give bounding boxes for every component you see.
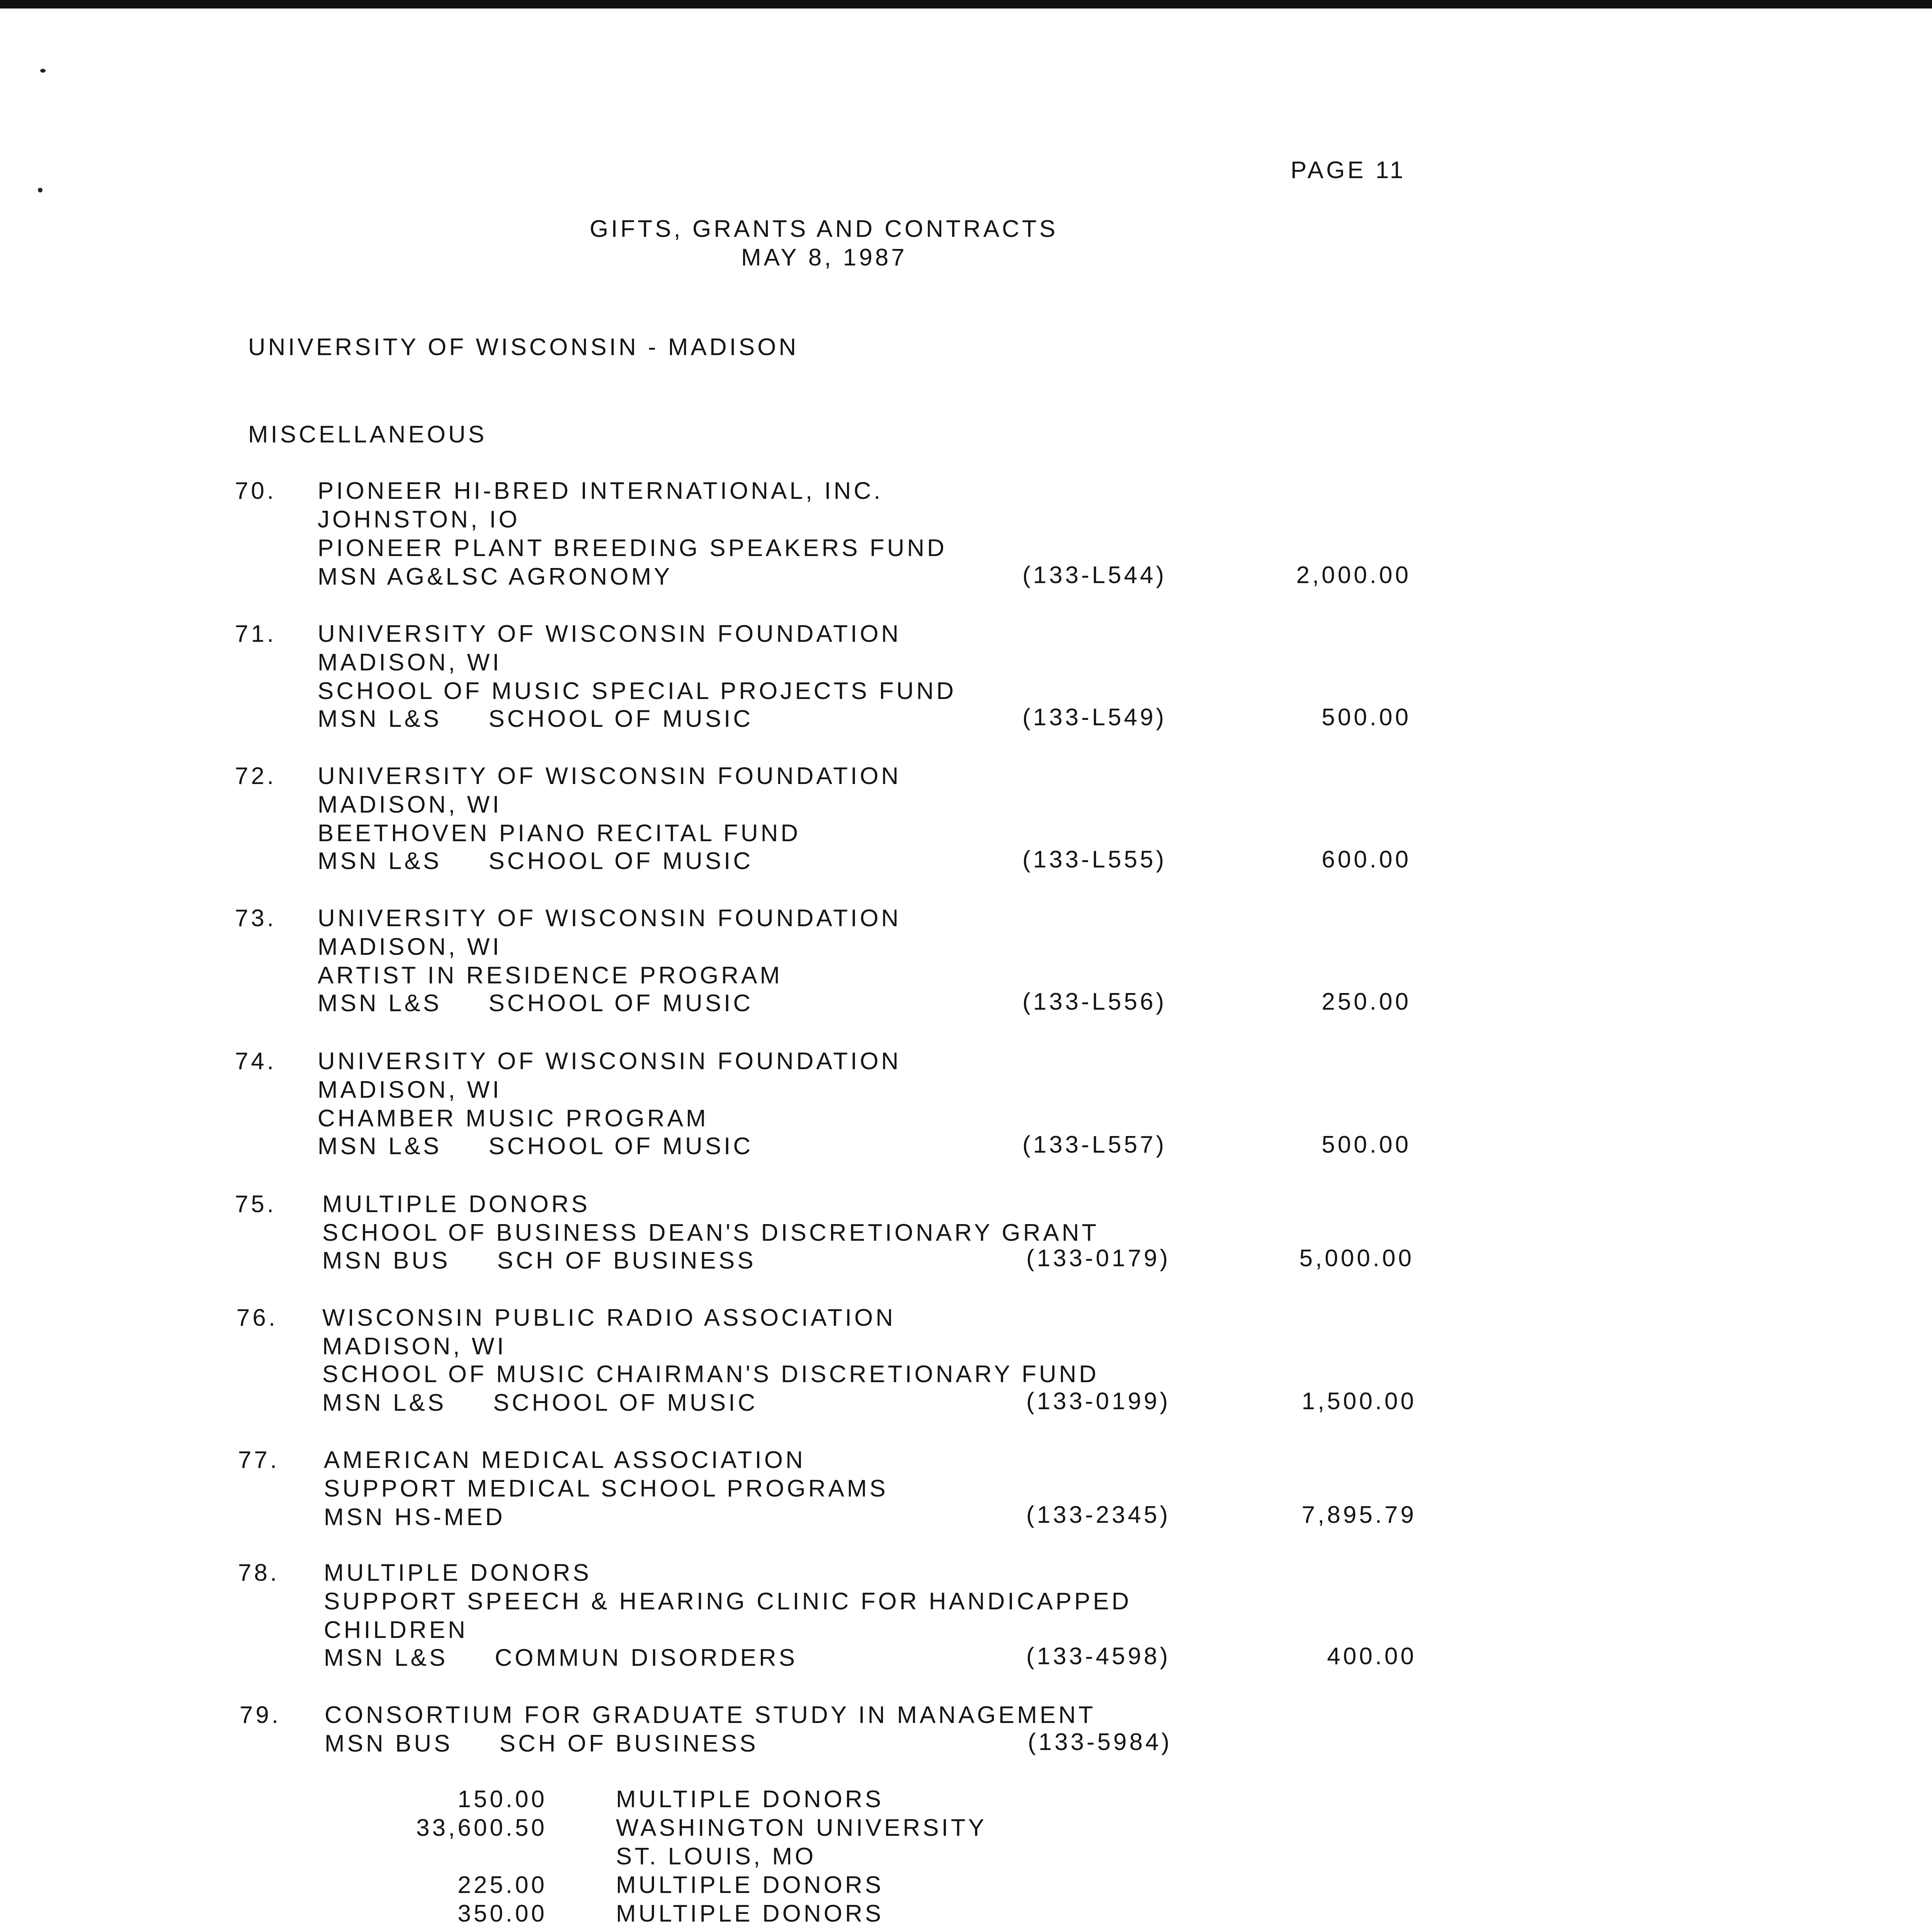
scan-speck — [40, 69, 46, 73]
sub-amount: 225.00 — [457, 1872, 547, 1898]
entry-account: (133-L549) — [1022, 704, 1167, 731]
entry-amount: 2,000.00 — [1296, 562, 1411, 588]
entry-donor: WISCONSIN PUBLIC RADIO ASSOCIATION — [322, 1304, 896, 1331]
entry-location: JOHNSTON, IO — [318, 506, 520, 533]
sub-donor-location: ST. LOUIS, MO — [616, 1843, 816, 1870]
entry-location: MADISON, WI — [318, 1077, 502, 1103]
entry-unit: MSN L&S SCHOOL OF MUSIC — [322, 1389, 758, 1416]
entry-account: (133-2345) — [1026, 1502, 1171, 1528]
entry-unit: MSN L&S SCHOOL OF MUSIC — [318, 848, 753, 874]
entry-account: (133-0179) — [1026, 1245, 1171, 1272]
entry-purpose: SCHOOL OF MUSIC CHAIRMAN'S DISCRETIONARY FUND — [322, 1361, 1099, 1388]
entry-unit: MSN L&S COMMUN DISORDERS — [324, 1645, 798, 1671]
entry-number: 74. — [235, 1048, 277, 1075]
entry-location: MADISON, WI — [322, 1333, 507, 1360]
entry-purpose: SCHOOL OF BUSINESS DEAN'S DISCRETIONARY GRANT — [322, 1219, 1099, 1246]
entry-account: (133-5984) — [1028, 1729, 1172, 1755]
sub-donor: MULTIPLE DONORS — [616, 1900, 884, 1927]
entry-number: 77. — [238, 1447, 280, 1473]
document-title: GIFTS, GRANTS AND CONTRACTS — [590, 216, 1058, 242]
entry-purpose: CHAMBER MUSIC PROGRAM — [318, 1105, 709, 1132]
entry-amount: 7,895.79 — [1301, 1502, 1417, 1528]
entry-number: 71. — [235, 621, 277, 647]
entry-purpose: SUPPORT SPEECH & HEARING CLINIC FOR HANDICAPPED — [324, 1588, 1132, 1615]
entry-number: 73. — [235, 905, 277, 932]
entry-amount: 500.00 — [1321, 1131, 1411, 1158]
entry-number: 78. — [238, 1560, 280, 1586]
entry-number: 79. — [240, 1702, 281, 1728]
entry-account: (133-0199) — [1026, 1388, 1171, 1415]
entry-purpose-cont: CHILDREN — [324, 1617, 468, 1643]
entry-location: MADISON, WI — [318, 649, 502, 676]
sub-donor: WASHINGTON UNIVERSITY — [616, 1815, 987, 1841]
page-number: PAGE 11 — [1291, 157, 1406, 184]
scan-top-border — [0, 0, 1932, 9]
entry-account: (133-L557) — [1022, 1131, 1167, 1158]
entry-location: MADISON, WI — [318, 791, 502, 818]
entry-number: 72. — [235, 763, 277, 789]
entry-donor: AMERICAN MEDICAL ASSOCIATION — [324, 1447, 806, 1473]
sub-amount: 350.00 — [457, 1900, 547, 1927]
entry-account: (133-L544) — [1022, 562, 1167, 588]
entry-amount: 600.00 — [1321, 846, 1411, 873]
sub-donor: MULTIPLE DONORS — [616, 1872, 884, 1898]
entry-donor: UNIVERSITY OF WISCONSIN FOUNDATION — [318, 1048, 901, 1075]
entry-number: 76. — [236, 1304, 278, 1331]
sub-amount: 33,600.50 — [416, 1815, 547, 1841]
entry-amount: 250.00 — [1321, 988, 1411, 1015]
entry-donor: MULTIPLE DONORS — [324, 1560, 592, 1586]
entry-amount: 5,000.00 — [1299, 1245, 1414, 1272]
sub-amount: 150.00 — [457, 1786, 547, 1813]
entry-account: (133-L556) — [1022, 988, 1167, 1015]
entry-donor: UNIVERSITY OF WISCONSIN FOUNDATION — [318, 763, 901, 789]
entry-donor: PIONEER HI-BRED INTERNATIONAL, INC. — [318, 478, 883, 504]
entry-unit: MSN L&S SCHOOL OF MUSIC — [318, 1133, 753, 1160]
entry-donor: UNIVERSITY OF WISCONSIN FOUNDATION — [318, 621, 901, 647]
entry-purpose: SCHOOL OF MUSIC SPECIAL PROJECTS FUND — [318, 678, 957, 704]
entry-amount: 1,500.00 — [1301, 1388, 1417, 1415]
entry-account: (133-L555) — [1022, 846, 1167, 873]
entry-unit: MSN HS-MED — [324, 1504, 505, 1531]
entry-purpose: CONSORTIUM FOR GRADUATE STUDY IN MANAGEMENT — [325, 1702, 1096, 1728]
entry-donor: MULTIPLE DONORS — [322, 1191, 590, 1218]
sub-donor: MULTIPLE DONORS — [616, 1786, 884, 1813]
entry-amount: 500.00 — [1321, 704, 1411, 731]
entry-purpose: SUPPORT MEDICAL SCHOOL PROGRAMS — [324, 1475, 888, 1502]
section-heading: MISCELLANEOUS — [248, 421, 487, 448]
entry-purpose: ARTIST IN RESIDENCE PROGRAM — [318, 962, 782, 989]
entry-unit: MSN BUS SCH OF BUSINESS — [322, 1247, 756, 1274]
entry-unit: MSN L&S SCHOOL OF MUSIC — [318, 706, 753, 732]
entry-number: 75. — [235, 1191, 277, 1218]
entry-unit: MSN AG&LSC AGRONOMY — [318, 563, 673, 590]
document-date: MAY 8, 1987 — [741, 244, 907, 271]
scan-speck — [38, 188, 43, 192]
entry-location: MADISON, WI — [318, 934, 502, 960]
entry-purpose: PIONEER PLANT BREEDING SPEAKERS FUND — [318, 535, 947, 561]
entry-purpose: BEETHOVEN PIANO RECITAL FUND — [318, 820, 801, 847]
entry-number: 70. — [235, 478, 277, 504]
institution-heading: UNIVERSITY OF WISCONSIN - MADISON — [248, 334, 799, 361]
entry-account: (133-4598) — [1026, 1643, 1171, 1670]
entry-donor: UNIVERSITY OF WISCONSIN FOUNDATION — [318, 905, 901, 932]
entry-amount: 400.00 — [1327, 1643, 1417, 1670]
entry-unit: MSN L&S SCHOOL OF MUSIC — [318, 990, 753, 1017]
entry-unit: MSN BUS SCH OF BUSINESS — [325, 1730, 759, 1757]
